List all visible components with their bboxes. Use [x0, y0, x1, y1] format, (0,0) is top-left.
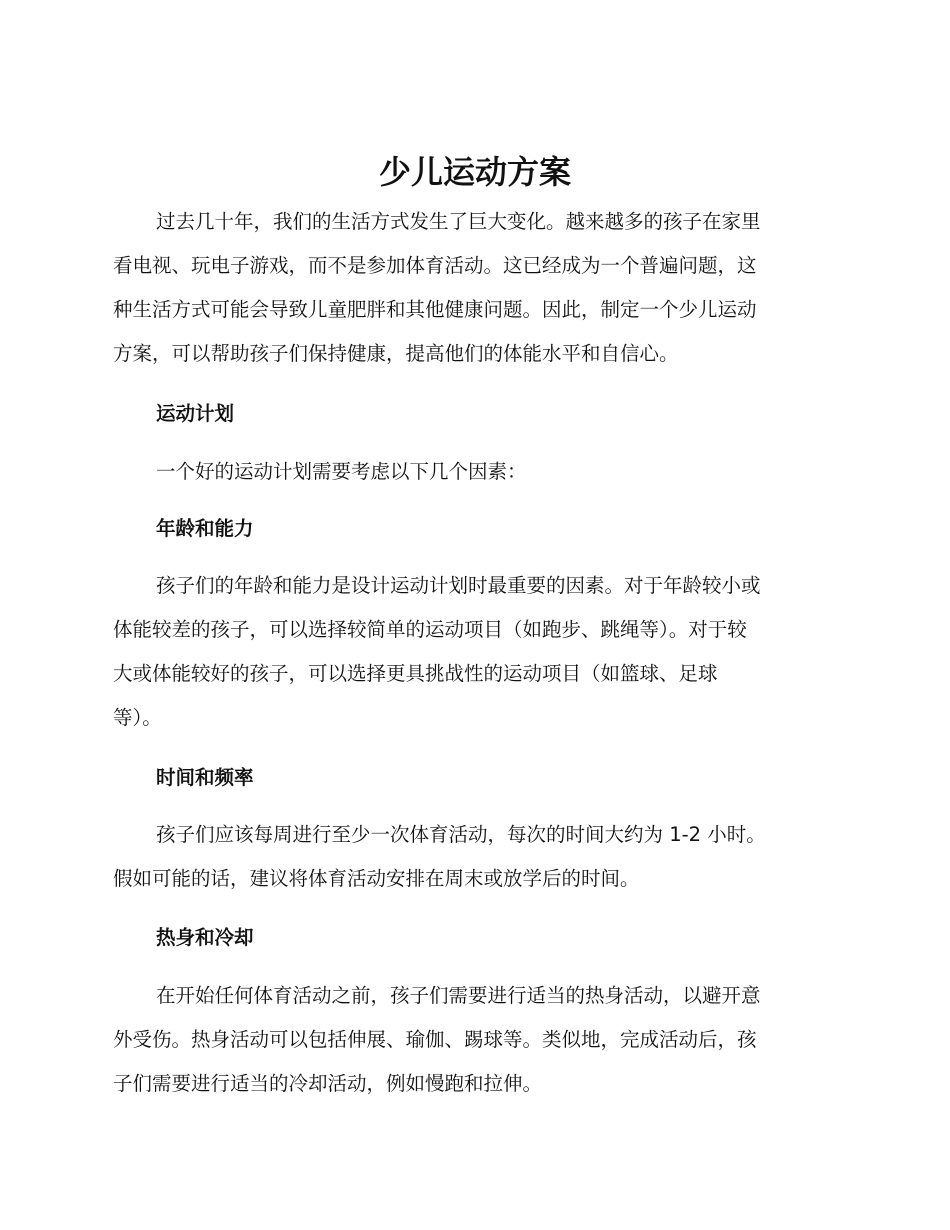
paragraph-line: 子们需要进行适当的冷却活动，例如慢跑和拉伸。: [113, 1072, 543, 1095]
paragraph-line: 体能较差的孩子，可以选择较简单的运动项目（如跑步、跳绳等）。对于较: [113, 618, 747, 641]
paragraph-line: 等）。: [113, 706, 162, 729]
warmup-paragraph: [113, 974, 833, 1106]
section-plan-text: 一个好的运动计划需要考虑以下几个因素：: [156, 460, 527, 483]
paragraph-line: 假如可能的话，建议将体育活动安排在周末或放学后的时间。: [113, 867, 640, 890]
section-heading-warmup: 热身和冷却: [156, 926, 254, 949]
paragraph-line: 种生活方式可能会导致儿童肥胖和其他健康问题。因此，制定一个少儿运动: [113, 298, 757, 321]
paragraph-line: 过去几十年，我们的生活方式发生了巨大变化。越来越多的孩子在家里: [156, 210, 761, 233]
paragraph-line: 大或体能较好的孩子，可以选择更具挑战性的运动项目（如篮球、足球: [113, 662, 718, 685]
paragraph-line: 外受伤。热身活动可以包括伸展、瑜伽、踢球等。类似地，完成活动后，孩: [113, 1028, 757, 1051]
paragraph-line: 在开始任何体育活动之前，孩子们需要进行适当的热身活动，以避开意: [156, 984, 761, 1007]
paragraph-line: 看电视、玩电子游戏，而不是参加体育活动。这已经成为一个普遍问题，这: [113, 254, 757, 277]
section-heading-time: 时间和频率: [156, 766, 254, 789]
intro-paragraph: [113, 200, 833, 376]
paragraph-line: 方案，可以帮助孩子们保持健康，提高他们的体能水平和自信心。: [113, 342, 679, 365]
page-title: 少儿运动方案: [378, 153, 571, 191]
paragraph-line: 孩子们应该每周进行至少一次体育活动，每次的时间大约为 1-2 小时。: [156, 823, 766, 846]
paragraph-line: 孩子们的年龄和能力是设计运动计划时最重要的因素。对于年龄较小或: [156, 574, 761, 597]
time-paragraph: [113, 813, 833, 901]
age-paragraph: [113, 564, 833, 740]
section-heading-age: 年龄和能力: [156, 517, 254, 540]
section-heading-plan: 运动计划: [156, 402, 235, 425]
